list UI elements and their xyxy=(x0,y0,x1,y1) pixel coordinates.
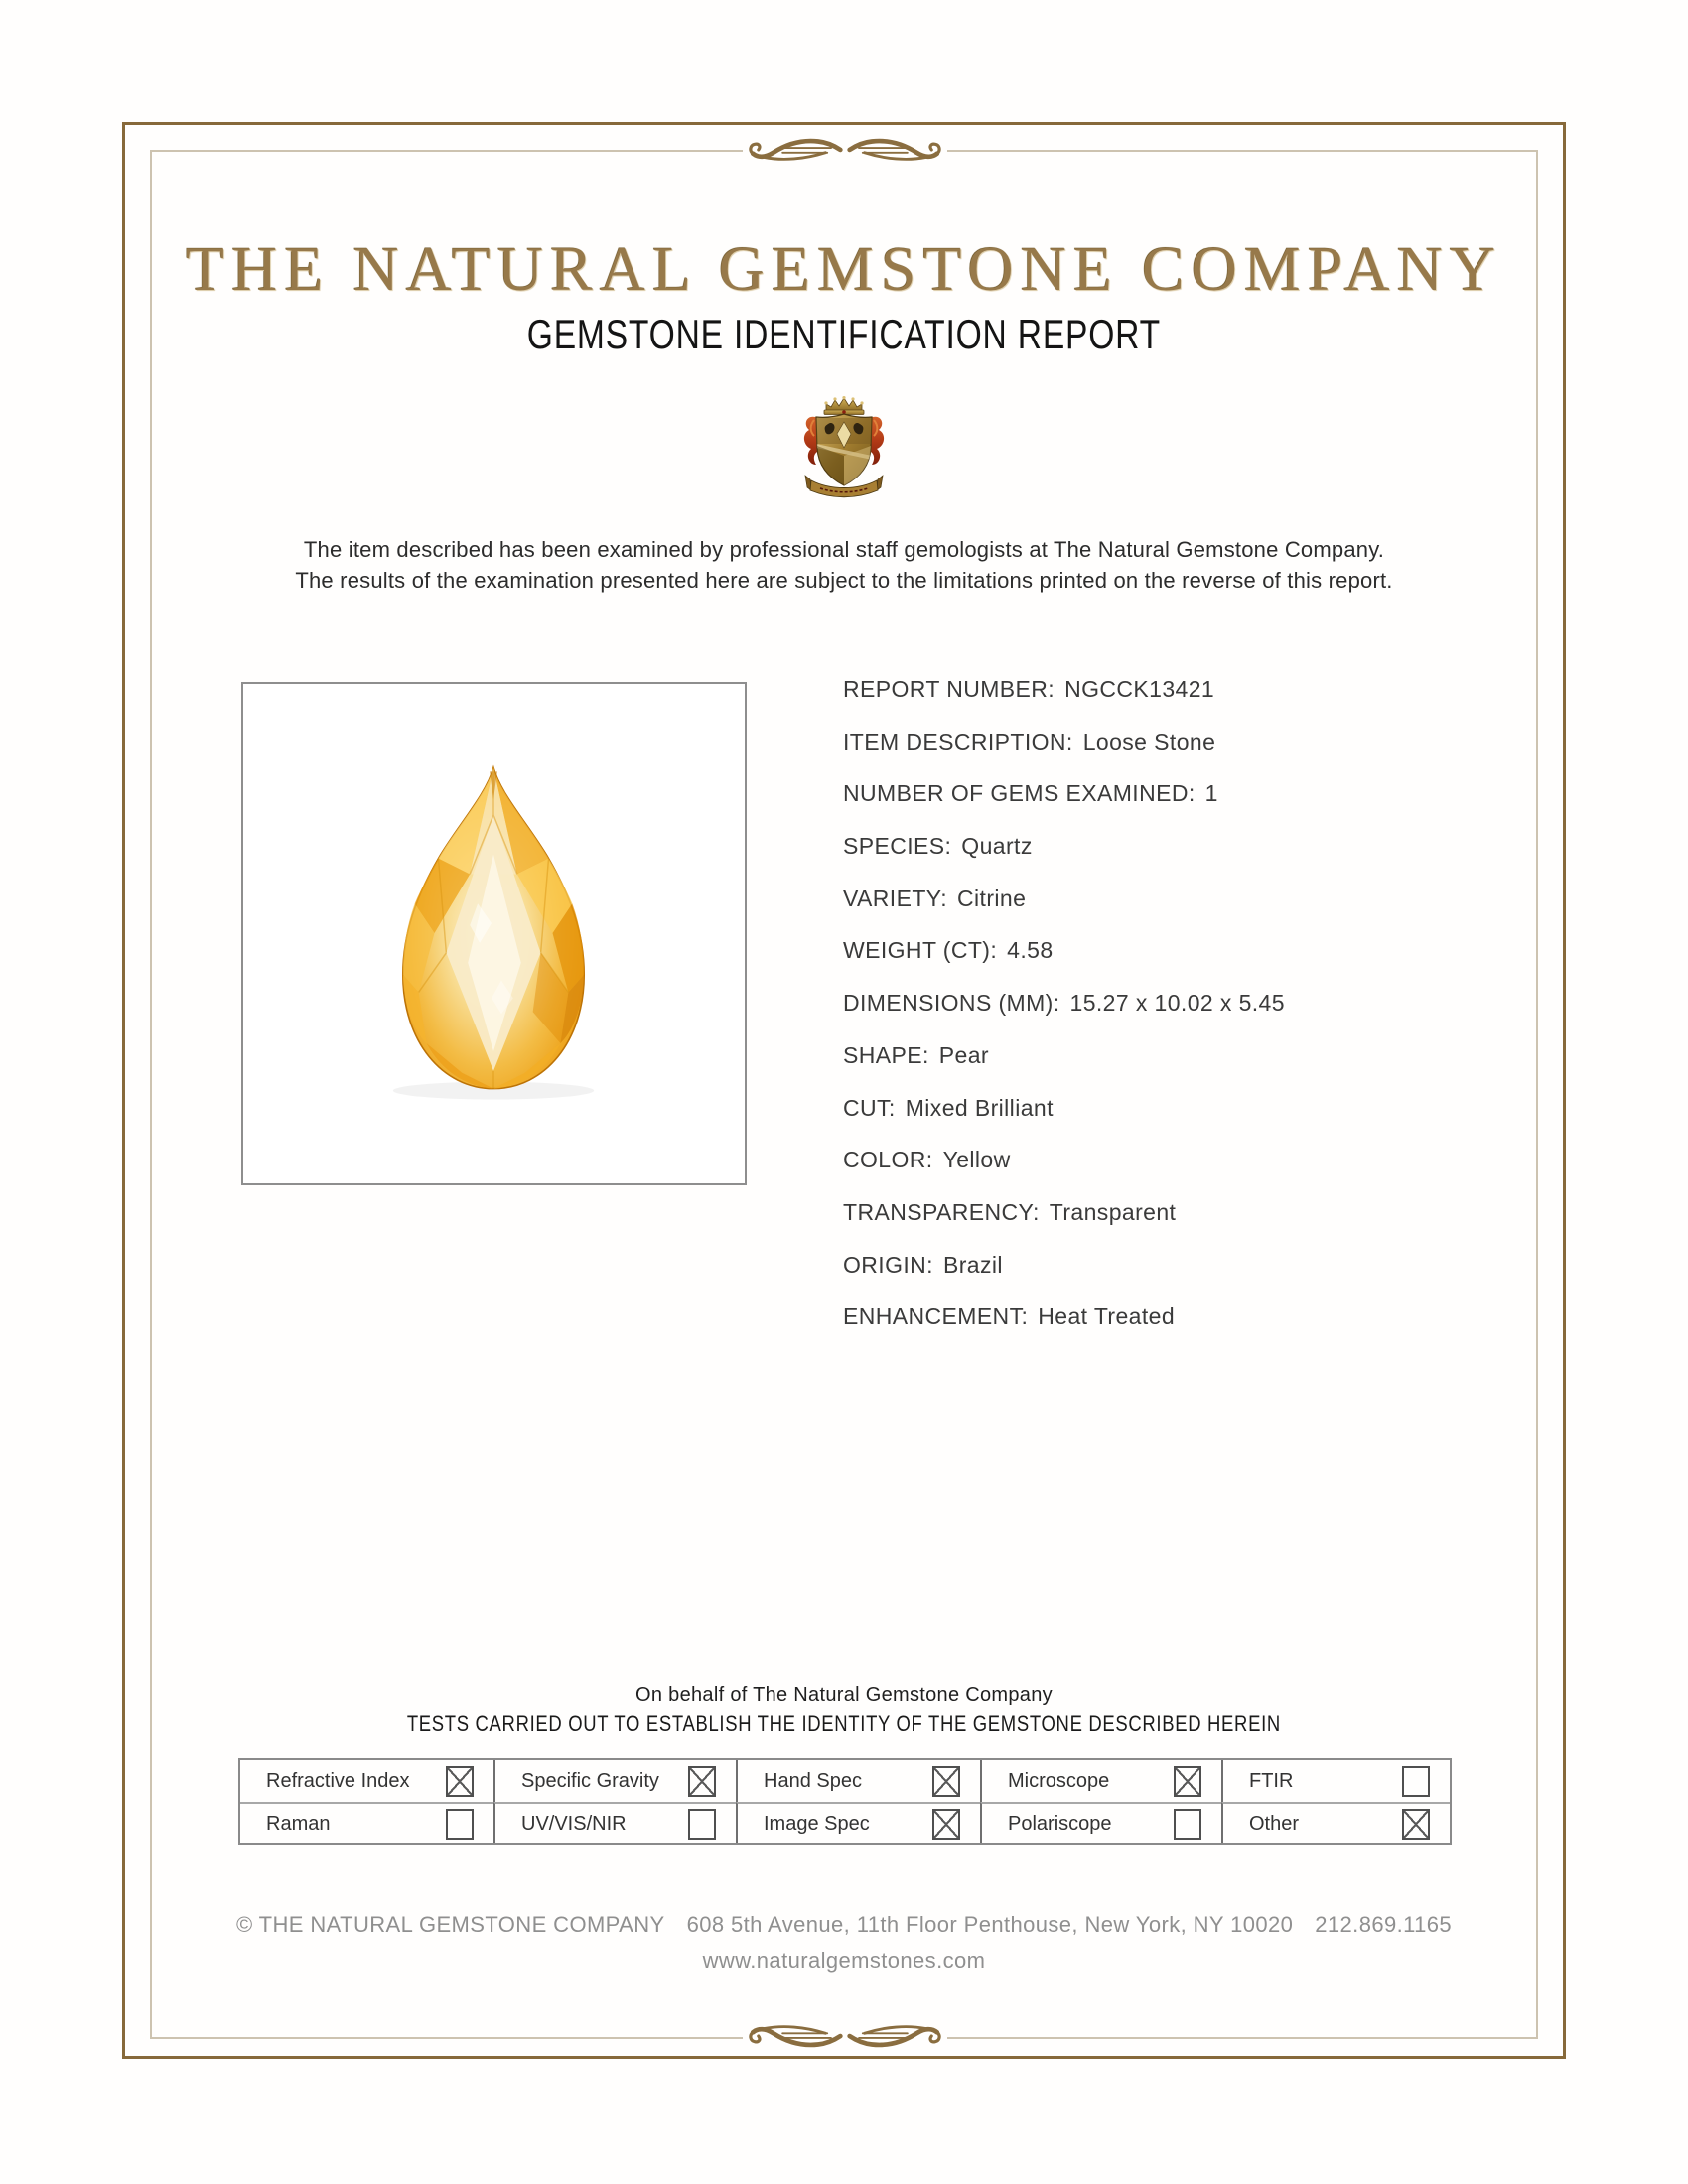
detail-label: TRANSPARENCY: xyxy=(843,1198,1040,1225)
test-checkbox xyxy=(688,1809,716,1840)
detail-label: ITEM DESCRIPTION: xyxy=(843,728,1073,754)
detail-label: DIMENSIONS (MM): xyxy=(843,990,1060,1017)
crown xyxy=(824,396,864,415)
test-label: Hand Spec xyxy=(764,1769,862,1792)
detail-row-origin xyxy=(843,1239,1459,1292)
detail-row-dimensions xyxy=(843,977,1459,1029)
detail-value: Brazil xyxy=(942,1251,1003,1278)
detail-row-number-examined xyxy=(843,767,1459,820)
tests-table xyxy=(238,1758,1452,1845)
test-checkbox xyxy=(446,1809,474,1840)
test-checkbox xyxy=(1402,1766,1430,1797)
details-list xyxy=(843,663,1459,1343)
test-checkbox xyxy=(1174,1809,1201,1840)
test-cell-polariscope xyxy=(980,1802,1221,1843)
detail-row-shape xyxy=(843,1029,1459,1082)
divider-ornament-top-icon xyxy=(743,132,947,166)
test-checkbox xyxy=(1402,1809,1430,1840)
calligraphic-swash-icon xyxy=(747,134,943,164)
gem-photo xyxy=(241,682,747,1185)
test-label: FTIR xyxy=(1249,1769,1294,1792)
detail-value: Yellow xyxy=(942,1147,1011,1173)
detail-row-variety xyxy=(843,873,1459,925)
test-cell-uv-vis-nir xyxy=(493,1802,736,1843)
detail-value: 15.27 x 10.02 x 5.45 xyxy=(1069,990,1285,1017)
footer-phone: 212.869.1165 xyxy=(1315,1912,1453,1937)
detail-label: SHAPE: xyxy=(843,1041,929,1068)
detail-value: Pear xyxy=(938,1041,989,1068)
detail-row-transparency xyxy=(843,1186,1459,1239)
detail-value: Loose Stone xyxy=(1082,728,1216,754)
company-title: THE NATURAL GEMSTONE COMPANY xyxy=(185,233,1503,304)
detail-label: REPORT NUMBER: xyxy=(843,676,1055,702)
test-label: Other xyxy=(1249,1812,1300,1835)
test-label: Refractive Index xyxy=(266,1769,410,1792)
test-cell-ftir xyxy=(1221,1760,1450,1802)
detail-value: 1 xyxy=(1204,780,1218,807)
detail-row-cut xyxy=(843,1082,1459,1135)
detail-value: Transparent xyxy=(1049,1198,1177,1225)
detail-label: ENHANCEMENT: xyxy=(843,1303,1029,1330)
detail-label: ORIGIN: xyxy=(843,1251,933,1278)
detail-label: COLOR: xyxy=(843,1147,933,1173)
test-label: Microscope xyxy=(1008,1769,1110,1792)
tests-heading-text: TESTS CARRIED OUT TO ESTABLISH THE IDENTITY OF THE GEMSTONE DESCRIBED HEREIN xyxy=(406,1711,1282,1736)
calligraphic-swash-icon xyxy=(747,2022,943,2052)
detail-value: NGCCK13421 xyxy=(1064,676,1215,702)
test-cell-hand-spec xyxy=(736,1760,980,1802)
test-label: Specific Gravity xyxy=(521,1769,659,1792)
detail-row-item-description xyxy=(843,716,1459,768)
detail-row-species xyxy=(843,820,1459,873)
test-checkbox xyxy=(932,1809,960,1840)
detail-value: 4.58 xyxy=(1007,937,1054,964)
test-cell-raman xyxy=(240,1802,493,1843)
test-checkbox xyxy=(688,1766,716,1797)
detail-row-enhancement xyxy=(843,1291,1459,1343)
test-cell-refractive-index xyxy=(240,1760,493,1802)
detail-label: VARIETY: xyxy=(843,885,948,911)
test-label: Polariscope xyxy=(1008,1812,1112,1835)
intro-line-1: The item described has been examined by professional staff gemologists at The Natural Gemstone Company. xyxy=(303,537,1385,562)
pear-citrine-gem-icon xyxy=(375,755,612,1101)
footer-address: 608 5th Avenue, 11th Floor Penthouse, New York, NY 10020 xyxy=(686,1912,1294,1937)
test-cell-microscope xyxy=(980,1760,1221,1802)
report-title-text: GEMSTONE IDENTIFICATION REPORT xyxy=(526,311,1162,357)
test-cell-image-spec xyxy=(736,1802,980,1843)
detail-label: CUT: xyxy=(843,1094,896,1121)
detail-value: Citrine xyxy=(957,885,1027,911)
footer-website: www.naturalgemstones.com xyxy=(702,1948,986,1973)
detail-value: Quartz xyxy=(961,833,1033,860)
test-cell-other xyxy=(1221,1802,1450,1843)
detail-row-color xyxy=(843,1134,1459,1186)
detail-row-weight xyxy=(843,924,1459,977)
test-label: Raman xyxy=(266,1812,331,1835)
footer-copyright: © THE NATURAL GEMSTONE COMPANY xyxy=(235,1912,665,1937)
detail-value: Mixed Brilliant xyxy=(905,1094,1054,1121)
on-behalf-text: On behalf of The Natural Gemstone Company xyxy=(635,1684,1053,1706)
detail-row-report-number xyxy=(843,663,1459,716)
report-title xyxy=(0,311,1688,358)
detail-label: SPECIES: xyxy=(843,833,952,860)
intro-text xyxy=(0,534,1688,596)
tests-heading xyxy=(0,1711,1688,1737)
detail-label: NUMBER OF GEMS EXAMINED: xyxy=(843,780,1196,807)
footer-address-line xyxy=(0,1912,1688,1938)
detail-label: WEIGHT (CT): xyxy=(843,937,998,964)
test-label: UV/VIS/NIR xyxy=(521,1812,627,1835)
test-cell-specific-gravity xyxy=(493,1760,736,1802)
intro-line-2: The results of the examination presented here are subject to the limitations printed on the reverse of this report. xyxy=(295,568,1393,593)
test-checkbox xyxy=(446,1766,474,1797)
crest-icon xyxy=(798,396,890,499)
test-checkbox xyxy=(1174,1766,1201,1797)
test-label: Image Spec xyxy=(764,1812,870,1835)
divider-ornament-bottom-icon xyxy=(743,2020,947,2054)
detail-value: Heat Treated xyxy=(1038,1303,1176,1330)
test-checkbox xyxy=(932,1766,960,1797)
